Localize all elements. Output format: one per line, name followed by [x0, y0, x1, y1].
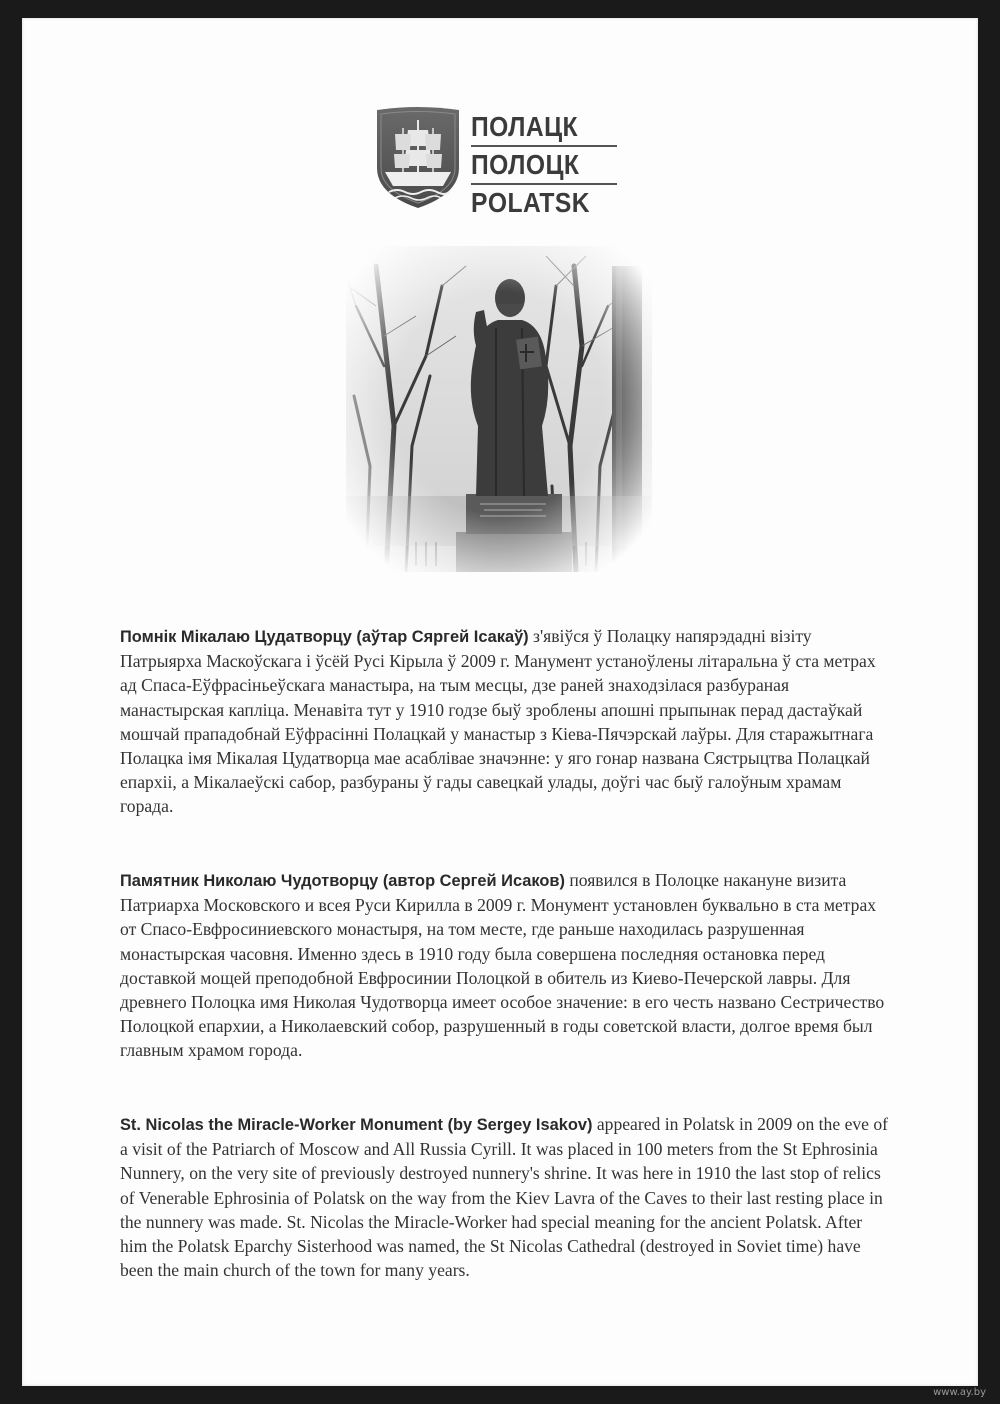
city-name-belarusian: ПОЛАЦК [471, 111, 579, 142]
watermark: www.ay.by [933, 1387, 986, 1398]
saint-nicholas-statue-photo [346, 246, 652, 572]
russian-section [120, 868, 890, 1063]
city-logo [375, 106, 625, 216]
city-name-russian: ПОЛОЦК [471, 149, 580, 180]
english-paragraph [120, 1112, 890, 1282]
belarusian-section [120, 624, 890, 819]
city-name-english: POLATSK [471, 187, 590, 218]
english-section [120, 1112, 890, 1282]
postcard-back [22, 18, 978, 1386]
russian-body: появился в Полоцке накануне визита Патриарха Московского и всея Руси Кирилла в 2009 г. Монумент установлен буквально в ста метрах от Спасо-Евфросиниевского монастыря, на том месте, где раньше находилась разрушенная монастырская часовня. Именно здесь в 1910 году была совершена последняя остановка перед доставкой мощей преподобной Евфросинии Полоцкой в обитель из Киево-Печерской лавры. Для древнего Полоцка имя Николая Чудотворца имеет особое значение: в его честь названо Сестричество Полоцкой епархии, а Николаевский собор, разрушенный в годы советской власти, долгое время был главным храмом города. [120, 870, 885, 1061]
russian-lead: Памятник Николаю Чудотворцу (автор Сергей Исаков) [120, 872, 565, 890]
belarusian-body: з'явіўся ў Полацку напярэдадні візіту Патрыярха Маскоўскага і ўсёй Русі Кірыла ў 2009 г. Манумент устаноўлены літаральна ў ста метрах ад Спаса-Еўфрасіньеўскага манастыра, на тым месцы, дзе раней знаходзілася разбураная манастырская капліца. Менавіта тут у 1910 годзе быў зроблены апошні прыпынак перад дастаўкай мошчай прападобнай Еўфрасінні Полацкай у манастыр з Кіева-Пячэрскай лаўры. Для старажытнага Полацка імя Мікалая Цудатворца мае асаблівае значэнне: у яго гонар названа Сястрыцтва Полацкай епархіі, а Мікалаеўскі сабор, разбураны ў гады савецкай улады, доўгі час быў галоўным храмам горада. [120, 626, 876, 817]
divider [471, 145, 617, 147]
ship-shield-icon [375, 106, 461, 210]
belarusian-lead: Помнік Мікалаю Цудатворцу (аўтар Сяргей Ісакаў) [120, 628, 529, 646]
english-body: appeared in Polatsk in 2009 on the eve of a visit of the Patriarch of Moscow and All Russia Cyrill. It was placed in 100 meters from the St Ephrosinia Nunnery, on the very site of previously destroyed nunnery's shrine. It was here in 1910 the last stop of relics of Venerable Ephrosinia of Polatsk on the way from the Kiev Lavra of the Caves to their last resting place in the nunnery was made. St. Nicolas the Miracle-Worker had special meaning for the ancient Polatsk. After him the Polatsk Eparchy Sisterhood was named, the St Nicolas Cathedral (destroyed in Soviet time) have been the main church of the town for many years. [120, 1114, 889, 1281]
russian-paragraph [120, 868, 890, 1063]
english-lead: St. Nicolas the Miracle-Worker Monument (by Sergey Isakov) [120, 1116, 593, 1134]
belarusian-paragraph [120, 624, 890, 819]
city-name-list [471, 110, 621, 220]
divider [471, 183, 617, 185]
